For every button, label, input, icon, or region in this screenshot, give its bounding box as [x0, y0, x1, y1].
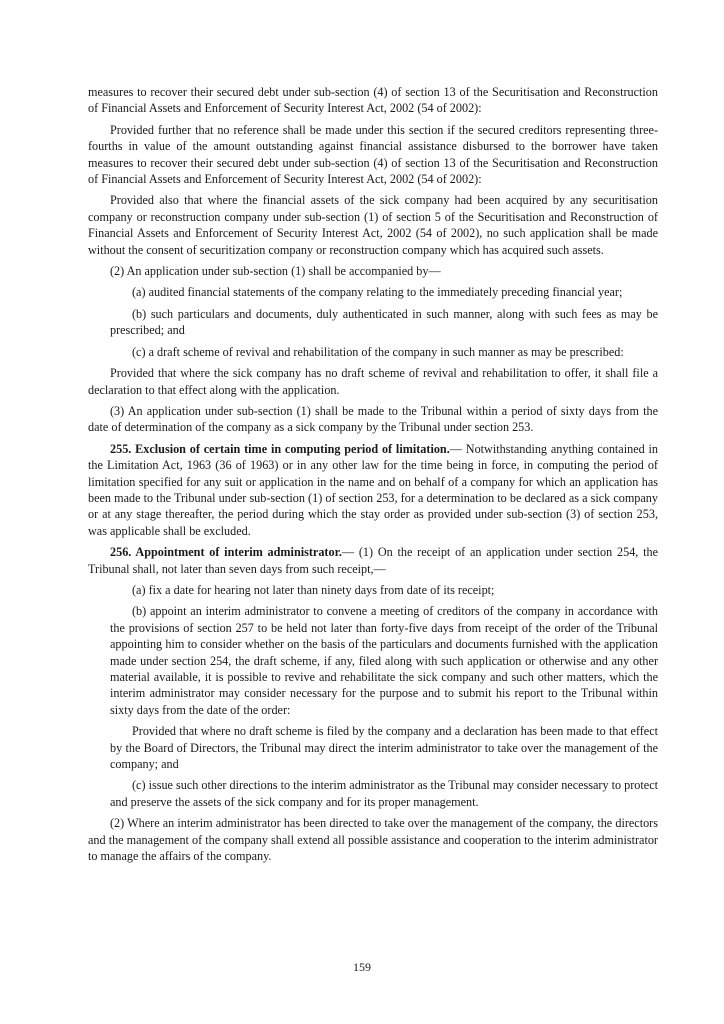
- section-255: [88, 441, 658, 539]
- proviso-also: Provided also that where the financial assets of the sick company had been acquired by any securitisation company or reconstruction company under sub-section (1) of section 5 of the Securitisation and Reconstruction of Financial Assets and Enforcement of Security Interest Act, 2002 (54 of 2002), no such application shall be made without the consent of securitization company or reconstruction company which has acquired such assets.: [88, 193, 658, 257]
- clause-a: (a) audited financial statements of the company relating to the immediately preceding financial year;: [132, 285, 623, 300]
- proviso-further: Provided further that no reference shall be made under this section if the secured creditors representing three-fourths in value of the amount outstanding against financial assistance disbursed to the borrower have taken measures to recover their secured debt under sub-section (4) of section 13 of the Securitisation and Reconstruction of Financial Assets and Enforcement of Security Interest Act, 2002 (54 of 2002):: [88, 122, 658, 187]
- section-256-clause-b-proviso: Provided that where no draft scheme is filed by the company and a declaration has been made to that effect by the Board of Directors, the Tribunal may direct the interim administrator to take over the management of the company; and: [110, 724, 658, 772]
- subsection-3: (3) An application under sub-section (1) shall be made to the Tribunal within a period of sixty days from the date of determination of the company as a sick company by the Tribunal under section 253.: [88, 403, 658, 435]
- paragraph-continuation: measures to recover their secured debt under sub-section (4) of section 13 of the Securitisation and Reconstruction of Financial Assets and Enforcement of Security Interest Act, 2002 (54 of 2002):: [88, 85, 658, 116]
- section-256-subsection-2: (2) Where an interim administrator has been directed to take over the management of the company, the directors and the management of the company shall extend all possible assistance and cooperation to the interim administrator to manage the affairs of the company.: [88, 816, 658, 864]
- clause-b: (b) such particulars and documents, duly authenticated in such manner, along with such fees as may be prescribed; and: [110, 306, 658, 338]
- section-256-clause-b: (b) appoint an interim administrator to convene a meeting of creditors of the company in accordance with the provisions of section 257 to be held not later than forty-five days from receipt of the order of the Tribunal appointing him to consider whether on the basis of the particulars and documents furnished with the application made under section 254, the draft scheme, if any, filed along with such application or otherwise and any other material available, it is possible to revive and rehabilitate the sick company and such other matters, which the interim administrator may consider necessary for the purpose and to submit his report to the Tribunal within sixty days from the date of the order:: [110, 604, 658, 717]
- page-number: 159: [353, 960, 371, 974]
- section-256-clause-a: (a) fix a date for hearing not later than ninety days from date of its receipt;: [132, 582, 495, 597]
- clause-c: (c) a draft scheme of revival and rehabilitation of the company in such manner as may be prescribed:: [132, 344, 624, 359]
- document-page: [88, 84, 658, 869]
- section-256-clause-c: (c) issue such other directions to the interim administrator as the Tribunal may consider necessary to protect and preserve the assets of the sick company and for its proper management.: [110, 778, 658, 809]
- proviso-no-draft: Provided that where the sick company has no draft scheme of revival and rehabilitation to offer, it shall file a declaration to that effect along with the application.: [88, 366, 658, 397]
- subsection-2: (2) An application under sub-section (1) shall be accompanied by—: [110, 264, 441, 279]
- section-255-body: — Notwithstanding anything contained in the Limitation Act, 1963 (36 of 1963) or in any other law for the time being in force, in computing the period of limitation specified for any suit or application in the name and on behalf of a company for which an application has been made to the Tribunal under sub-section (1) of section 253, for a determination to be declared as a sick company or at any stage thereafter, the period during which the stay order as provided under sub-section (3) of section 253, was applicable shall be excluded.: [88, 441, 658, 538]
- section-256-heading: 256. Appointment of interim administrator.: [110, 545, 342, 560]
- section-256: [88, 544, 658, 577]
- section-255-heading: 255. Exclusion of certain time in computing period of limitation.: [110, 441, 450, 456]
- section-256-body: — (1) On the receipt of an application under section 254, the Tribunal shall, not later than seven days from such receipt,—: [88, 545, 658, 576]
